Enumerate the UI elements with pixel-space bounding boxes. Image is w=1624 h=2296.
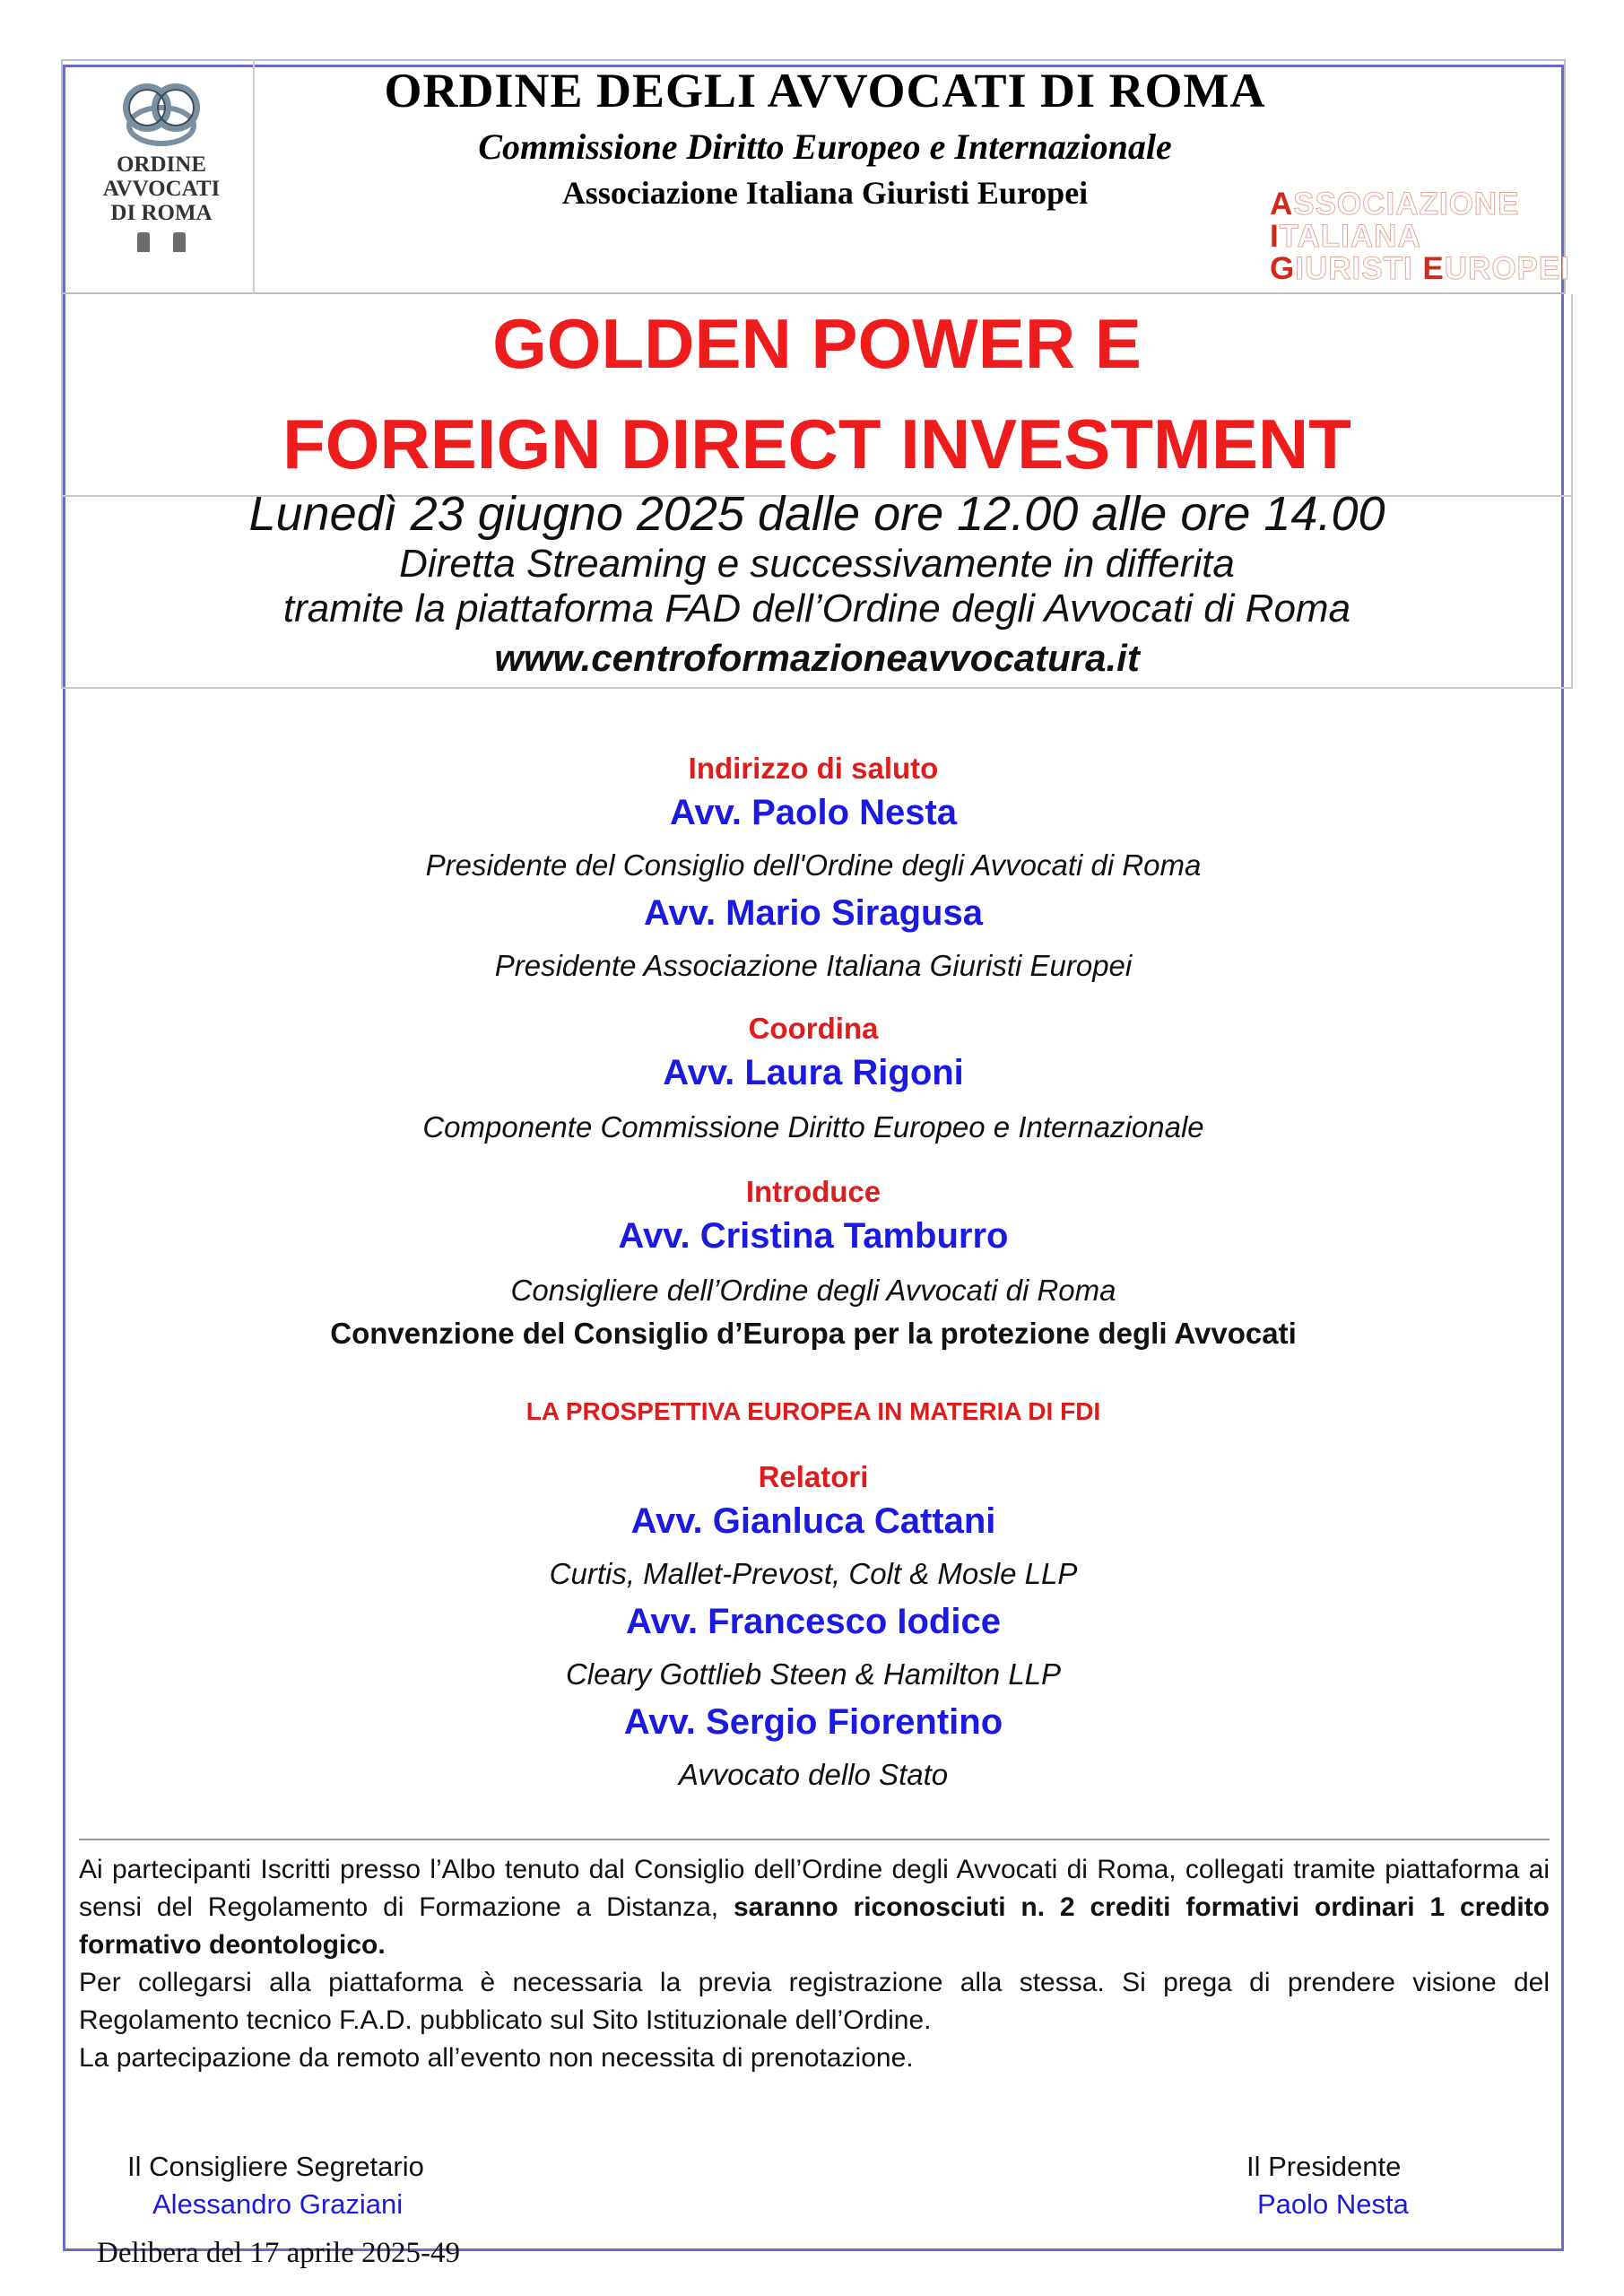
secretary-role: Il Consigliere Segretario bbox=[127, 2151, 424, 2182]
speaker-name: Avv. Francesco Iodice bbox=[626, 1602, 1001, 1641]
speaker-name: Avv. Laura Rigoni bbox=[663, 1053, 964, 1092]
speaker-name: Avv. Sergio Fiorentino bbox=[623, 1702, 1003, 1742]
event-title-line1: GOLDEN POWER E bbox=[492, 304, 1142, 383]
speaker-role: Curtis, Mallet-Prevost, Colt & Mosle LLP bbox=[549, 1557, 1078, 1590]
header-commission: Commissione Diritto Europeo e Internazionale bbox=[478, 126, 1172, 167]
aige-logo: ASSOCIAZIONE ITALIANA GIURISTI EUROPEI bbox=[1270, 187, 1570, 286]
event-mode-line1: Diretta Streaming e successivamente in differita bbox=[399, 542, 1235, 586]
header-divider bbox=[253, 59, 255, 294]
president-name: Paolo Nesta bbox=[1257, 2188, 1409, 2220]
registration-paragraph: Per collegarsi alla piattaforma è necessaria la previa registrazione alla stessa. Si prega di prendere visione del Regolamento tecnico F.A.D. pubblicato sul Sito Istituzionale dell’Ordine. bbox=[79, 1968, 1550, 2035]
booking-paragraph: La partecipazione da remoto all’evento non necessita di prenotazione. bbox=[79, 2043, 914, 2073]
knot-emblem-icon bbox=[117, 75, 206, 152]
header-title: ORDINE DEGLI AVVOCATI DI ROMA bbox=[384, 64, 1266, 117]
speaker-role: Avvocato dello Stato bbox=[678, 1758, 949, 1791]
event-mode-line2: tramite la piattaforma FAD dell’Ordine degli Avvocati di Roma bbox=[282, 587, 1351, 631]
speaker-name: Avv. Gianluca Cattani bbox=[630, 1501, 996, 1541]
speakers-label: Relatori bbox=[758, 1460, 869, 1493]
logo-text-line: AVVOCATI bbox=[102, 177, 221, 201]
speaker-name: Avv. Paolo Nesta bbox=[669, 793, 958, 832]
president-role: Il Presidente bbox=[1246, 2151, 1402, 2182]
coordinator-label: Coordina bbox=[748, 1012, 879, 1045]
header-association: Associazione Italiana Giuristi Europei bbox=[561, 175, 1089, 211]
greeting-label: Indirizzo di saluto bbox=[688, 752, 939, 785]
secretary-name: Alessandro Graziani bbox=[152, 2188, 404, 2220]
speaker-role: Presidente del Consiglio dell'Ordine degli Avvocati di Roma bbox=[425, 848, 1202, 882]
speaker-role: Presidente Associazione Italiana Giuristi Europei bbox=[494, 949, 1133, 982]
credits-notes bbox=[79, 1851, 1550, 2077]
intro-label: Introduce bbox=[745, 1175, 881, 1208]
logo-text-line: ORDINE bbox=[116, 152, 206, 177]
delibera-footer: Delibera del 17 aprile 2025-49 bbox=[97, 2237, 461, 2269]
speaker-role: Componente Commissione Diritto Europeo e Internazionale bbox=[422, 1110, 1204, 1144]
intro-topic: Convenzione del Consiglio d’Europa per la protezione degli Avvocati bbox=[330, 1317, 1297, 1350]
credits-paragraph: Ai partecipanti Iscritti presso l’Albo tenuto dal Consiglio dell’Ordine degli Avvocati di Roma, collegati tramite piattaforma ai sensi del Regolamento di Formazione a Distanza, saranno riconosciuti n. 2 crediti formativi ordinari 1 credito formativo deontologico. bbox=[79, 1855, 1550, 1960]
columns-icon bbox=[99, 232, 224, 252]
logo-text-line: DI ROMA bbox=[110, 201, 213, 225]
speaker-role: Cleary Gottlieb Steen & Hamilton LLP bbox=[565, 1657, 1062, 1691]
notes-separator bbox=[79, 1839, 1550, 1840]
event-title-line2: FOREIGN DIRECT INVESTMENT bbox=[282, 404, 1351, 483]
ordine-logo bbox=[99, 75, 224, 273]
speaker-name: Avv. Mario Siragusa bbox=[644, 893, 983, 933]
speaker-role: Consigliere dell’Ordine degli Avvocati di Roma bbox=[510, 1274, 1116, 1307]
section-title: LA PROSPETTIVA EUROPEA IN MATERIA DI FDI bbox=[525, 1397, 1101, 1425]
event-website-link[interactable]: www.centroformazioneavvocatura.it bbox=[494, 637, 1140, 679]
event-date: Lunedì 23 giugno 2025 dalle ore 12.00 alle ore 14.00 bbox=[248, 487, 1385, 541]
speaker-name: Avv. Cristina Tamburro bbox=[618, 1216, 1009, 1256]
